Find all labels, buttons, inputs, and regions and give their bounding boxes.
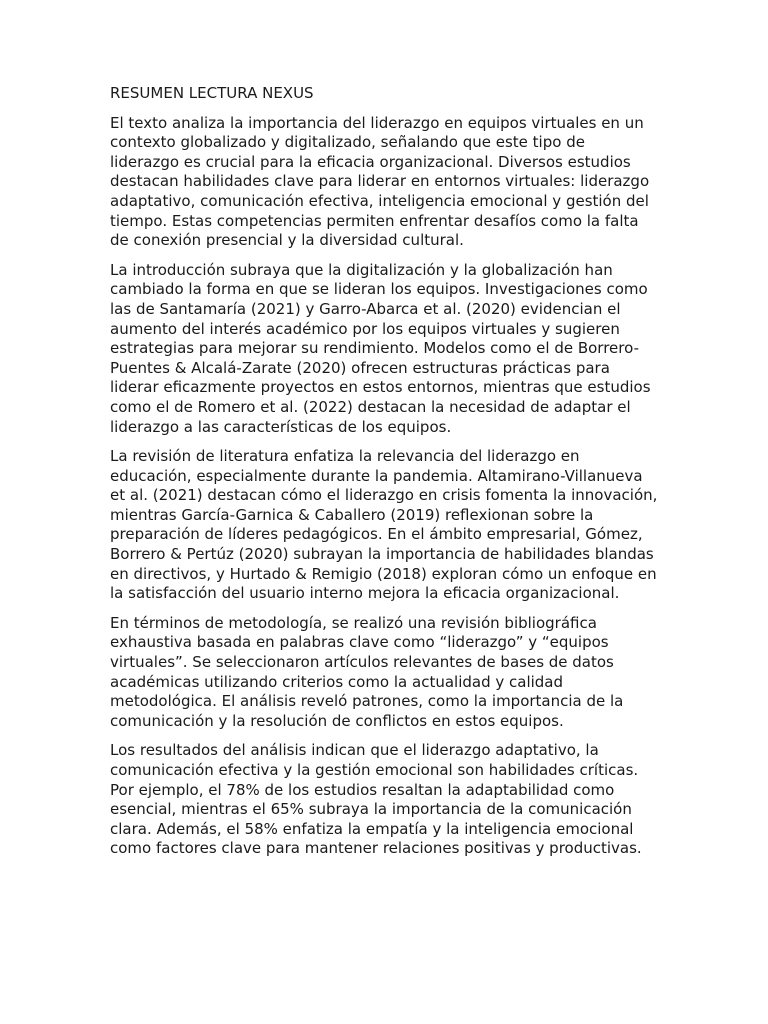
paragraph-literature-review: La revisión de literatura enfatiza la relevancia del liderazgo en educación, especialmente durante la pandemia. Altamirano-Villanueva et al. (2021) destacan cómo el liderazgo en crisis fomenta la innovación, mientras García-Garnica & Caballero (2019) reflexionan sobre la preparación de líderes pedagógicos. En el ámbito empresarial, Gómez, Borrero & Pertúz (2020) subrayan la importancia de habilidades blandas en directivos, y Hurtado & Remigio (2018) exploran cómo un enfoque en la satisfacción del usuario interno mejora la eficacia organizacional. bbox=[110, 447, 658, 603]
paragraph-summary: El texto analiza la importancia del liderazgo en equipos virtuales en un contexto globalizado y digitalizado, señalando que este tipo de liderazgo es crucial para la eficacia organizacional. Diversos estudios destacan habilidades clave para liderar en entornos virtuales: liderazgo adaptativo, comunicación efectiva, inteligencia emocional y gestión del tiempo. Estas competencias permiten enfrentar desafíos como la falta de conexión presencial y la diversidad cultural. bbox=[110, 113, 650, 250]
paragraph-results: Los resultados del análisis indican que el liderazgo adaptativo, la comunicación efectiva y la gestión emocional son habilidades críticas. Por ejemplo, el 78% de los estudios resaltan la adaptabilidad como esencial, mientras el 65% subraya la importancia de la comunicación clara. Además, el 58% enfatiza la empatía y la inteligencia emocional como factores clave para mantener relaciones positivas y productivas. bbox=[110, 741, 642, 858]
paragraph-introduction: La introducción subraya que la digitalización y la globalización han cambiado la forma en que se lideran los equipos. Investigaciones como las de Santamaría (2021) y Garro-Abarca et al. (2020) evidencian el aumento del interés académico por los equipos virtuales y sugieren estrategias para mejorar su rendimiento. Modelos como el de Borrero-Puentes & Alcalá-Zarate (2020) ofrecen estructuras prácticas para liderar eficazmente proyectos en estos entornos, mientras que estudios como el de Romero et al. (2022) destacan la necesidad de adaptar el liderazgo a las características de los equipos. bbox=[110, 260, 651, 436]
paragraph-methodology: En términos de metodología, se realizó una revisión bibliográfica exhaustiva basada en palabras clave como “liderazgo” y “equipos virtuales”. Se seleccionaron artículos relevantes de bases de datos académicas utilizando criterios como la actualidad y calidad metodológica. El análisis reveló patrones, como la importancia de la comunicación y la resolución de conflictos en estos equipos. bbox=[110, 613, 624, 730]
document-page bbox=[110, 84, 658, 869]
document-title: RESUMEN LECTURA NEXUS bbox=[110, 84, 314, 102]
